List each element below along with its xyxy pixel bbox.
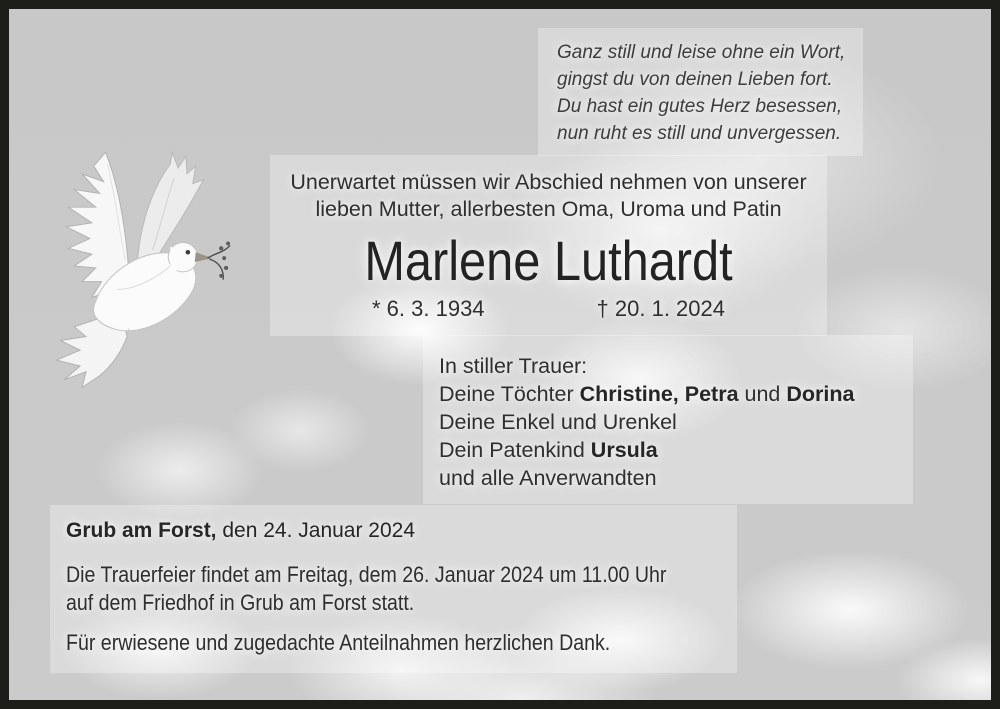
- mourners-block: [423, 335, 913, 504]
- footer-block: [50, 505, 737, 673]
- funeral-info: [66, 561, 737, 616]
- deceased-name: Marlene Luthardt: [364, 229, 733, 292]
- mourner-line-grandchildren: Deine Enkel und Urenkel: [439, 410, 677, 434]
- poem-line-1: Ganz still und leise ohne ein Wort,: [557, 42, 846, 63]
- announcement-intro-line-1: Unerwartet müssen wir Abschied nehmen von unserer: [290, 170, 807, 194]
- daughters-connector: und: [738, 382, 787, 406]
- thanks-line: Für erwiesene und zugedachte Anteilnahmen herzlichen Dank.: [66, 630, 611, 655]
- mourners-heading: In stiller Trauer:: [439, 354, 588, 378]
- death-date: † 20. 1. 2024: [596, 296, 725, 321]
- poem-line-2: gingst du von deinen Lieben fort.: [557, 69, 833, 90]
- announcement-intro-line-2: lieben Mutter, allerbesten Oma, Uroma und Patin: [315, 197, 782, 221]
- godchild-prefix: Dein Patenkind: [439, 438, 591, 462]
- funeral-line-1: Die Trauerfeier findet am Freitag, dem 26. Januar 2024 um 11.00 Uhr: [66, 562, 667, 587]
- funeral-line-2: auf dem Friedhof in Grub am Forst statt.: [66, 589, 415, 615]
- life-dates: [270, 296, 827, 322]
- daughters-prefix: Deine Töchter: [439, 382, 580, 406]
- daughters-names-1: Christine, Petra: [579, 382, 739, 406]
- daughters-names-2: Dorina: [786, 382, 855, 406]
- announcement-block: [270, 155, 827, 336]
- dove-icon: [35, 142, 231, 388]
- birth-date: * 6. 3. 1934: [372, 296, 485, 321]
- poem-line-3: Du hast ein gutes Herz besessen,: [557, 96, 843, 117]
- poem-line-4: nun ruht es still und unvergessen.: [557, 123, 842, 144]
- mourner-line-daughters: [439, 380, 913, 408]
- mourner-line-relatives: und alle Anverwandten: [439, 466, 657, 490]
- godchild-name: Ursula: [590, 438, 658, 462]
- place-name: Grub am Forst,: [66, 519, 217, 542]
- place-date-line: [66, 518, 737, 544]
- memorial-poem: [538, 28, 863, 156]
- notice-date: den 24. Januar 2024: [216, 519, 416, 542]
- mourner-line-godchild: [439, 436, 913, 464]
